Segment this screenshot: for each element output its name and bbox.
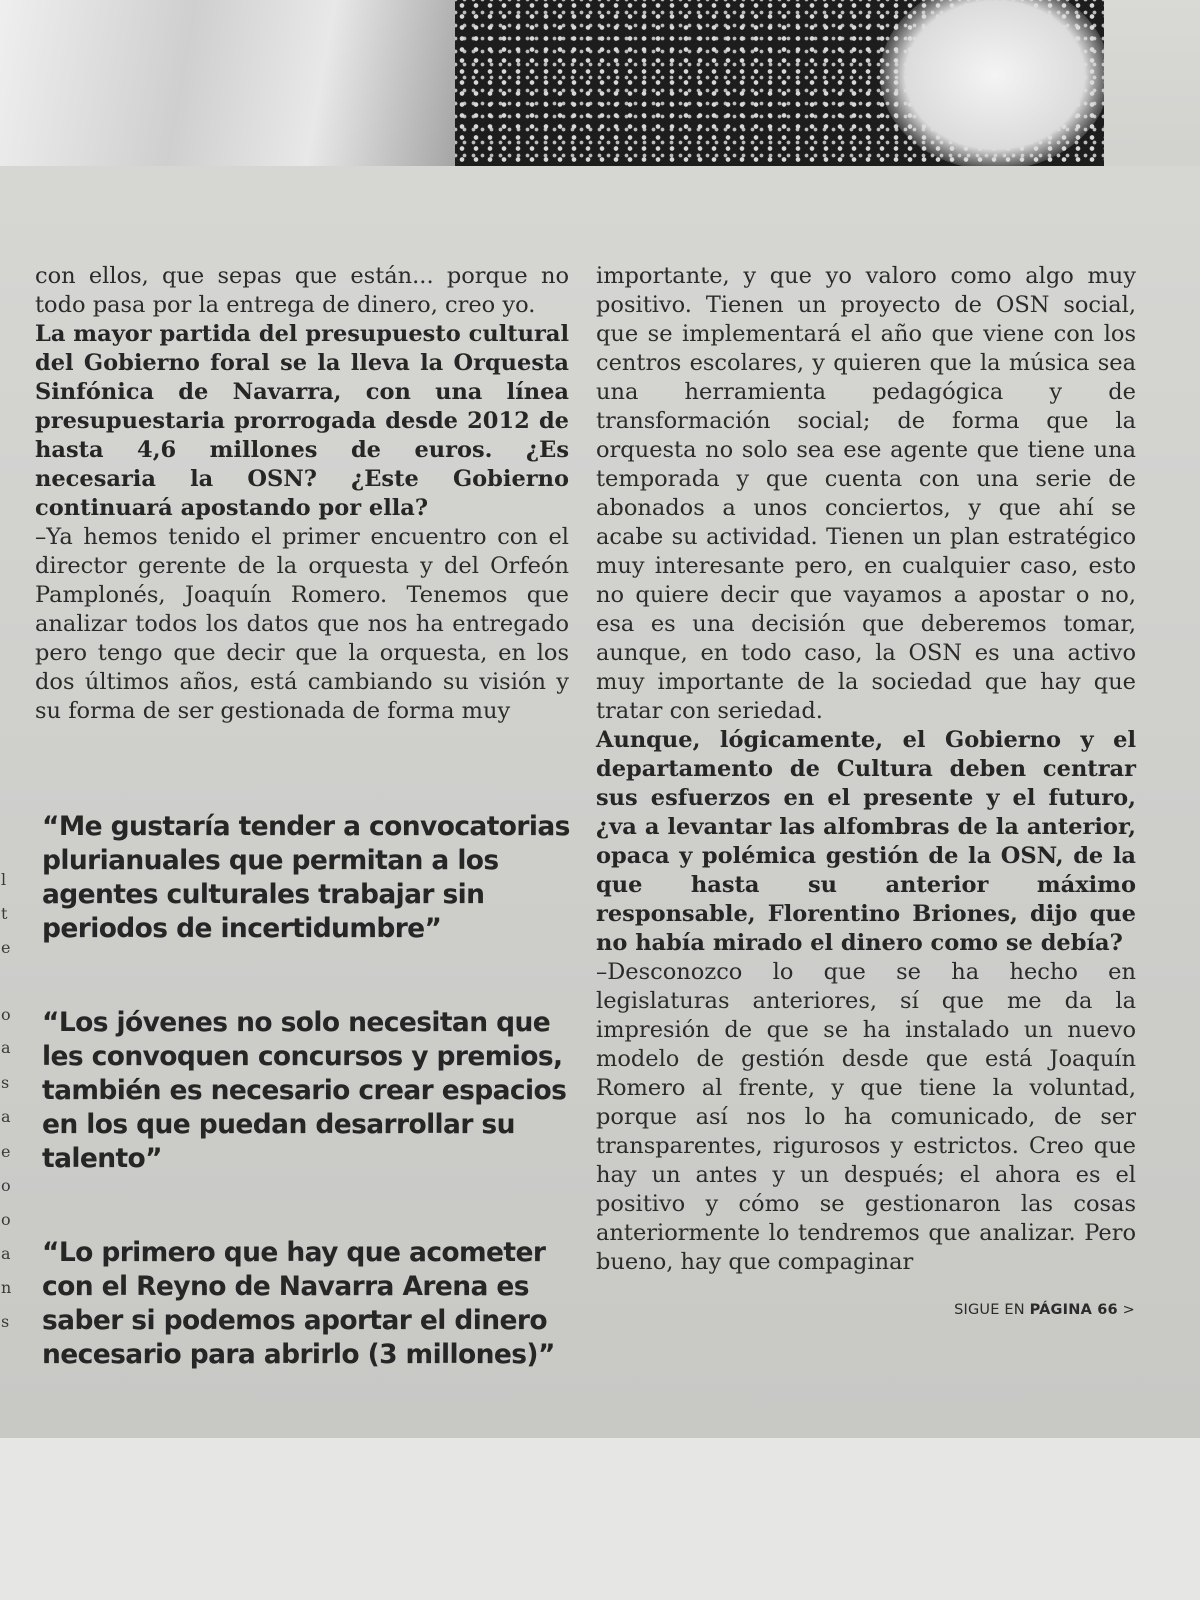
pull-quotes: [42, 810, 582, 1432]
article-photo: [0, 0, 1104, 166]
previous-column-edge: [0, 870, 12, 1370]
edge-letter: e: [1, 938, 11, 957]
photo-hand-area: [0, 0, 530, 166]
edge-letter: o: [1, 1005, 11, 1024]
interview-answer: –Ya hemos tenido el primer encuentro con el director gerente de la orquesta y del Orfeón Pamplonés, Joaquín Romero. Tenemos que analizar todos los datos que nos ha entregado pero tengo que decir que la orquesta, en los dos últimos años, está cambiando su visión y su forma de ser gestionada de forma muy: [35, 524, 569, 724]
continued-on-page: [895, 1302, 1135, 1318]
pull-quote: “Los jóvenes no solo necesitan que les convoquen concursos y premios, también es necesario crear espacios en los que puedan desarrollar su talento”: [42, 1007, 567, 1174]
edge-letter: n: [1, 1278, 12, 1297]
continued-arrow-icon: >: [1122, 1302, 1135, 1318]
edge-letter: o: [1, 1210, 11, 1229]
interview-question: La mayor partida del presupuesto cultural del Gobierno foral se la lleva la Orquesta Sinfónica de Navarra, con una línea presupuestaria prorrogada desde 2012 de hasta 4,6 millones de euros. ¿Es necesaria la OSN? ¿Este Gobierno continuará apostando por ella?: [35, 321, 569, 521]
edge-letter: o: [1, 1176, 11, 1195]
edge-letter: s: [1, 1312, 10, 1331]
edge-letter: a: [1, 1107, 11, 1126]
answer-continuation: importante, y que yo valoro como algo muy positivo. Tienen un proyecto de OSN social, que se implementará el año que viene con los centros escolares, y quieren que la música sea una herramienta pedagógica y de transformación social; de forma que la orquesta no solo sea ese agente que tiene una temporada y que cuenta con una serie de abonados a unos conciertos, y que ahí se acabe su actividad. Tienen un plan estratégico muy interesante pero, en cualquier caso, esto no quiere decir que vayamos a apostar o no, esa es una decisión que deberemos tomar, aunque, en todo caso, la OSN es una activo muy importante de la sociedad que hay que tratar con seriedad.: [596, 263, 1136, 724]
edge-letter: t: [1, 904, 8, 923]
left-column: [35, 262, 569, 726]
pull-quote: “Lo primero que hay que acometer con el Reyno de Navarra Arena es saber si podemos aportar el dinero necesario para abrirlo (3 millones)”: [42, 1237, 555, 1370]
edge-letter: a: [1, 1038, 11, 1057]
interview-answer: –Desconozco lo que se ha hecho en legislaturas anteriores, sí que me da la impresión de que se ha instalado un nuevo modelo de gestión desde que está Joaquín Romero al frente, y que tiene la voluntad, porque así nos lo ha comunicado, de ser transparentes, rigurosos y estrictos. Creo que hay un antes y un después; el ahora es el positivo y cómo se gestionaron las cosas anteriormente lo tendremos que analizar. Pero bueno, hay que compaginar: [596, 959, 1136, 1275]
answer-ending: con ellos, que sepas que están... porque no todo pasa por la entrega de dinero, creo yo.: [35, 263, 569, 318]
continued-prefix: SIGUE EN: [954, 1302, 1025, 1318]
page-bottom-margin: [0, 1438, 1200, 1600]
right-column: [596, 262, 1136, 1277]
edge-letter: e: [1, 1142, 11, 1161]
edge-letter: l: [1, 870, 7, 889]
pull-quote: “Me gustaría tender a convocatorias plurianuales que permitan a los agentes culturales trabajar sin periodos de incertidumbre”: [42, 811, 570, 944]
photo-highlight: [880, 0, 1104, 166]
interview-question: Aunque, lógicamente, el Gobierno y el departamento de Cultura deben centrar sus esfuerzos en el presente y el futuro, ¿va a levantar las alfombras de la anterior, opaca y polémica gestión de la OSN, de la que hasta su anterior máximo responsable, Florentino Briones, dijo que no había mirado el dinero como se debía?: [596, 727, 1136, 956]
edge-letter: s: [1, 1073, 10, 1092]
continued-page-number: PÁGINA 66: [1029, 1302, 1118, 1318]
edge-letter: a: [1, 1244, 11, 1263]
